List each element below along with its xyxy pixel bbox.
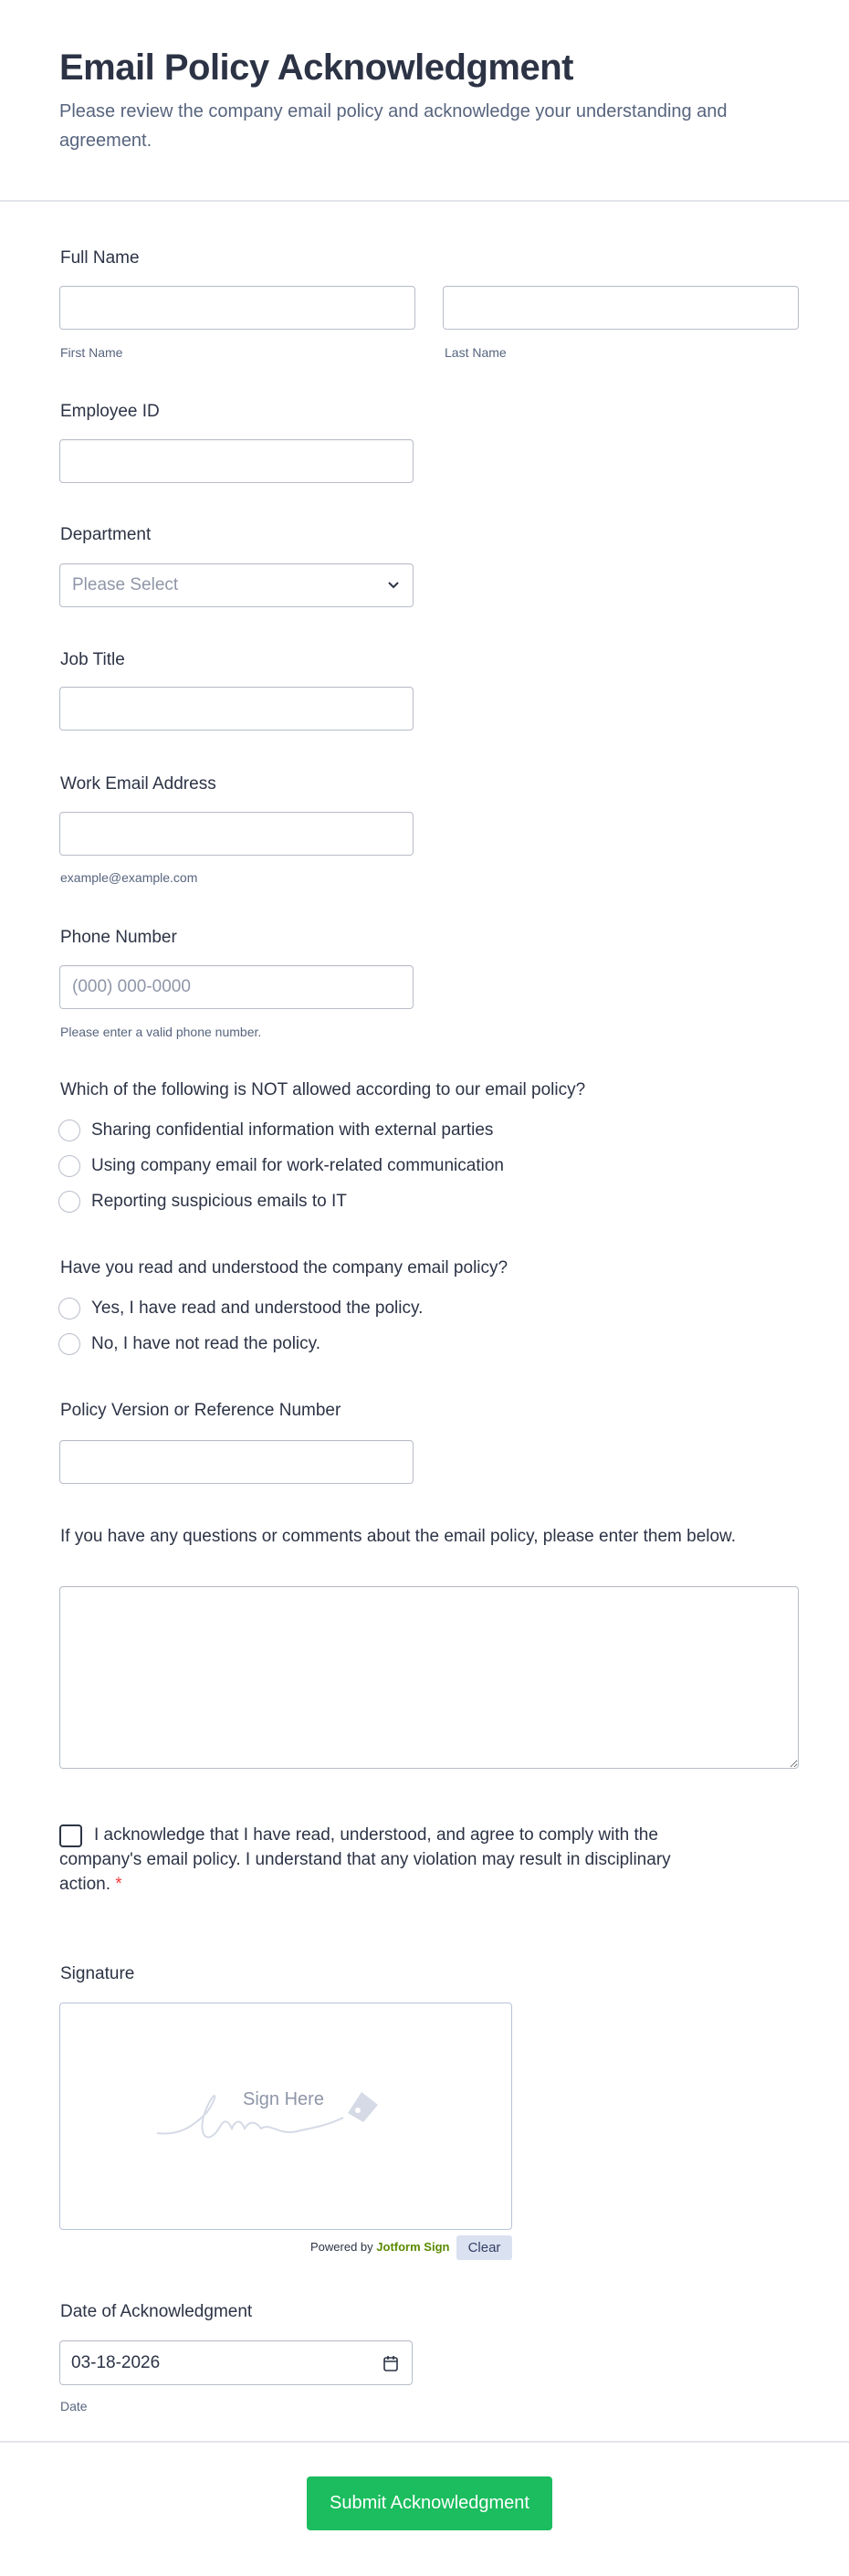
jotform-sign-logo: Jotform Sign bbox=[376, 2240, 450, 2254]
job-title-input[interactable] bbox=[59, 687, 414, 731]
employee-id-label: Employee ID bbox=[60, 402, 160, 421]
acknowledge-text[interactable] bbox=[59, 1823, 698, 1897]
department-placeholder: Please Select bbox=[72, 575, 179, 594]
comments-label: If you have any questions or comments about the email policy, please enter them below. bbox=[60, 1527, 737, 1546]
email-sublabel: example@example.com bbox=[60, 870, 198, 885]
q1-option-0[interactable]: Sharing confidential information with external parties bbox=[91, 1120, 494, 1140]
phone-sublabel: Please enter a valid phone number. bbox=[60, 1025, 262, 1039]
phone-input[interactable] bbox=[59, 965, 414, 1009]
date-sublabel: Date bbox=[60, 2399, 88, 2413]
q2-radio-0[interactable] bbox=[58, 1298, 80, 1320]
powered-by-text: Powered by bbox=[310, 2240, 373, 2254]
sign-here-placeholder: Sign Here bbox=[243, 2089, 324, 2109]
q2-label: Have you read and understood the company email policy? bbox=[60, 1258, 508, 1277]
q1-option-1[interactable]: Using company email for work-related communication bbox=[91, 1156, 504, 1175]
q1-option-2[interactable]: Reporting suspicious emails to IT bbox=[91, 1192, 347, 1211]
date-value: 03-18-2026 bbox=[71, 2353, 161, 2372]
comments-textarea[interactable] bbox=[59, 1586, 799, 1769]
q1-radio-1[interactable] bbox=[58, 1155, 80, 1177]
q2-option-1[interactable]: No, I have not read the policy. bbox=[91, 1334, 321, 1353]
job-title-label: Job Title bbox=[60, 650, 125, 669]
phone-label: Phone Number bbox=[60, 928, 177, 947]
page-title: Email Policy Acknowledgment bbox=[59, 47, 573, 88]
required-asterisk: * bbox=[115, 1875, 122, 1894]
header-divider bbox=[0, 200, 849, 202]
signature-label: Signature bbox=[60, 1964, 135, 1983]
email-label: Work Email Address bbox=[60, 774, 216, 794]
last-name-input[interactable] bbox=[443, 286, 799, 330]
calendar-icon[interactable] bbox=[383, 2354, 399, 2372]
q1-label: Which of the following is NOT allowed according to our email policy? bbox=[60, 1080, 586, 1099]
phone-placeholder: (000) 000-0000 bbox=[72, 977, 191, 996]
policy-version-label: Policy Version or Reference Number bbox=[60, 1401, 341, 1420]
signature-pen-icon bbox=[152, 2081, 425, 2154]
q2-radio-1[interactable] bbox=[58, 1333, 80, 1355]
employee-id-input[interactable] bbox=[59, 439, 414, 483]
page-subtitle: Please review the company email policy and acknowledge your understanding and agreement. bbox=[59, 101, 728, 151]
first-name-sublabel: First Name bbox=[60, 345, 123, 360]
clear-signature-button[interactable]: Clear bbox=[456, 2235, 512, 2260]
full-name-label: Full Name bbox=[60, 248, 140, 268]
date-label: Date of Acknowledgment bbox=[60, 2302, 253, 2321]
submit-button[interactable]: Submit Acknowledgment bbox=[307, 2476, 552, 2530]
email-input[interactable] bbox=[59, 812, 414, 856]
chevron-down-icon bbox=[387, 581, 400, 590]
last-name-sublabel: Last Name bbox=[445, 345, 507, 360]
signature-pad[interactable] bbox=[59, 2003, 512, 2230]
date-input[interactable] bbox=[59, 2340, 413, 2385]
policy-version-input[interactable] bbox=[59, 1440, 414, 1484]
q1-radio-2[interactable] bbox=[58, 1191, 80, 1213]
footer-divider bbox=[0, 2441, 849, 2443]
acknowledge-label: I acknowledge that I have read, understood, and agree to comply with the company's email policy. I understand that any violation may result in disciplinary action. bbox=[59, 1825, 671, 1894]
first-name-input[interactable] bbox=[59, 286, 415, 330]
q1-radio-0[interactable] bbox=[58, 1120, 80, 1141]
q2-option-0[interactable]: Yes, I have read and understood the policy. bbox=[91, 1299, 424, 1318]
department-label: Department bbox=[60, 525, 152, 544]
department-select[interactable] bbox=[59, 563, 414, 607]
powered-by bbox=[310, 2240, 449, 2254]
